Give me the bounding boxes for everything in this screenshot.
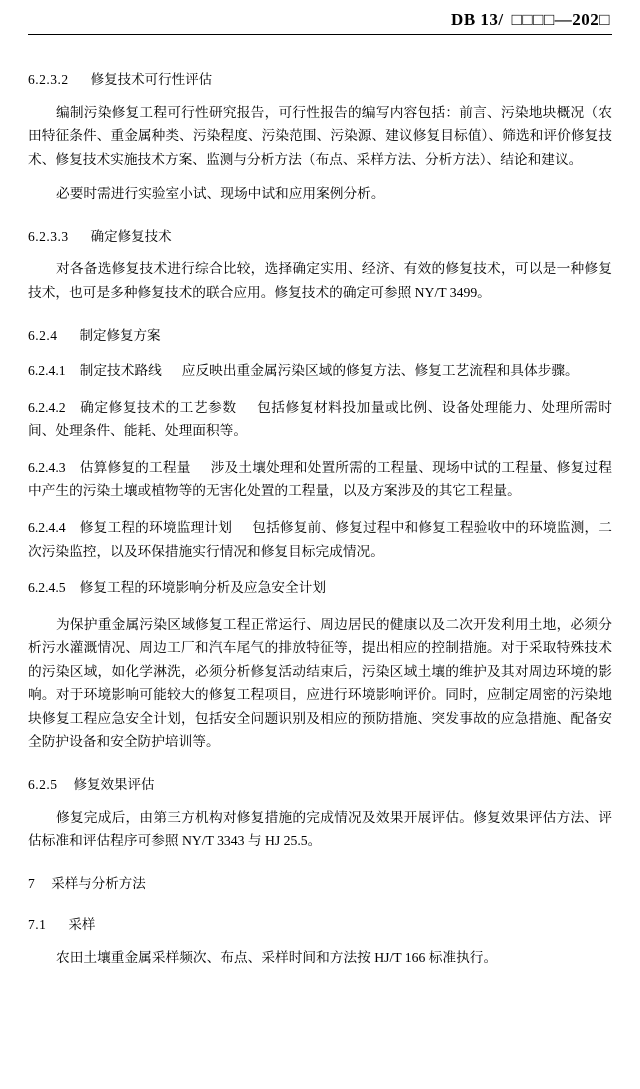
header-year-box: □: [599, 10, 610, 29]
paragraph-6-2-5-1: 修复完成后，由第三方机构对修复措施的完成情况及效果开展评估。修复效果评估方法、评估标准和评估程序可参照 NY/T 3343 与 HJ 25.5。: [28, 809, 612, 849]
heading-number: 6.2.4: [28, 327, 58, 343]
heading-title: 制定修复方案: [79, 327, 161, 343]
item-6-2-4-5: [28, 576, 612, 600]
document-content: [28, 35, 612, 970]
paragraph-6-2-4-5-body: 为保护重金属污染区域修复工程正常运行、周边居民的健康以及二次开发利用土地，必须分析污水灌溉情况、周边工厂和汽车尾气的排放特征等，提出相应的控制措施。对于采取特殊技术的污染区域，如化学淋洗，必须分析修复活动结束后，污染区域土壤的维护及其对周边环境的影响。对于环境影响可能较大的修复工程项目，应进行环境影响评价。同时，应制定周密的污染地块修复工程应急安全计划，包括安全问题识别及相应的预防措施、突发事故的应急措施、配备安全防护设备和安全防护培训等。: [28, 616, 612, 750]
paragraph-6-2-3-2-1: 编制污染修复工程可行性研究报告，可行性报告的编写内容包括：前言、污染地块概况（农田特征条件、重金属种类、污染程度、污染范围、污染源、建议修复目标值）、筛选和评价修复技术、修复技术实施技术方案、监测与分析方法（布点、采样方法、分析方法）、结论和建议。: [28, 104, 612, 167]
header-dash: —: [554, 10, 573, 29]
heading-title: 修复技术可行性评估: [90, 72, 213, 87]
item-label: 制定技术路线: [79, 363, 162, 379]
heading-7: [28, 873, 612, 895]
heading-6-2-3-3: [28, 226, 612, 248]
item-number: 6.2.4.2: [28, 399, 66, 415]
item-text: 包括修复前、修复过程中和修复工程验收中的环境监测，二次污染监控，以及环保措施实行情况和修复目标完成情况。: [28, 519, 612, 559]
heading-title: 确定修复技术: [90, 228, 172, 244]
paragraph-7-1-1: 农田土壤重金属采样频次、布点、采样时间和方法按 HJ/T 166 标准执行。: [56, 949, 498, 965]
heading-number: 7.1: [28, 917, 47, 933]
item-number: 6.2.4.1: [28, 363, 66, 379]
standard-code: DB 13/: [451, 10, 504, 29]
heading-6-2-5: [28, 774, 612, 796]
heading-7-1: [28, 914, 612, 936]
item-text: 涉及土壤处理和处置所需的工程量、现场中试的工程量、修复过程中产生的污染土壤或植物等的无害化处置的工程量，以及方案涉及的其它工程量。: [28, 459, 612, 499]
item-6-2-4-1: [28, 359, 612, 383]
item-text: 应反映出重金属污染区域的修复方法、修复工艺流程和具体步骤。: [181, 363, 579, 379]
heading-6-2-4: [28, 325, 612, 347]
item-number: 6.2.4.5: [28, 580, 66, 596]
standard-number-boxes: □□□□: [511, 10, 555, 29]
page-header: [28, 0, 612, 32]
heading-title: 采样与分析方法: [51, 875, 146, 891]
item-text: 包括修复材料投加量或比例、设备处理能力、处理所需时间、处理条件、能耗、处理面积等。: [28, 399, 612, 439]
heading-title: 修复效果评估: [73, 777, 155, 793]
item-number: 6.2.4.4: [28, 519, 66, 535]
item-label: 修复工程的环境影响分析及应急安全计划: [79, 580, 327, 596]
item-6-2-4-3: [28, 456, 612, 503]
item-6-2-4-4: [28, 516, 612, 563]
heading-number: 6.2.5: [28, 777, 58, 793]
item-label: 估算修复的工程量: [79, 459, 191, 475]
header-year: 202: [572, 10, 600, 29]
item-number: 6.2.4.3: [28, 459, 66, 475]
heading-title: 采样: [68, 917, 96, 933]
paragraph-6-2-3-3-1: 对各备选修复技术进行综合比较，选择确定实用、经济、有效的修复技术，可以是一种修复技术，也可是多种修复技术的联合应用。修复技术的确定可参照 NY/T 3499。: [28, 261, 612, 300]
item-label: 确定修复技术的工艺参数: [79, 399, 237, 415]
item-6-2-4-2: [28, 396, 612, 443]
heading-number: 6.2.3.3: [28, 228, 69, 244]
heading-6-2-3-2: [28, 69, 612, 91]
heading-number: 6.2.3.2: [28, 72, 69, 87]
paragraph-6-2-3-2-2: 必要时需进行实验室小试、现场中试和应用案例分析。: [56, 186, 385, 202]
item-label: 修复工程的环境监理计划: [79, 519, 233, 535]
heading-number: 7: [28, 875, 36, 891]
standard-header-title: [451, 10, 610, 30]
